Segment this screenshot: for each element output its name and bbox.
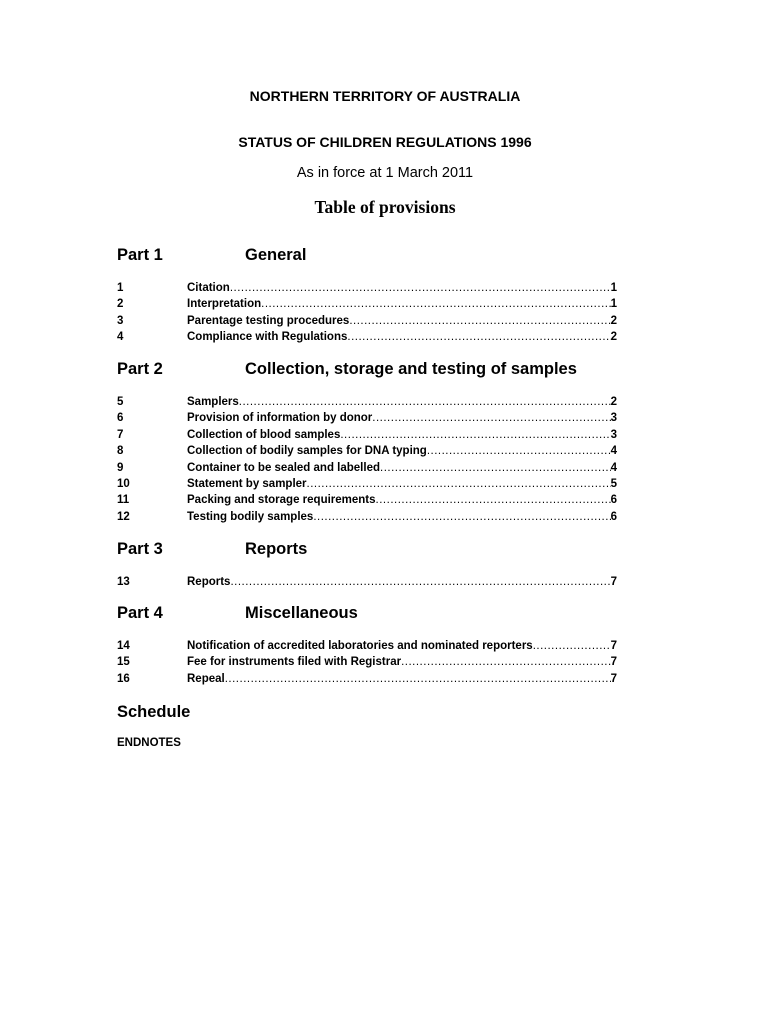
toc-row[interactable] — [117, 410, 617, 426]
toc-row[interactable] — [117, 574, 617, 590]
toc-item-title: Samplers — [187, 396, 239, 408]
toc-item-number: 13 — [117, 576, 130, 588]
toc-page-number: 2 — [610, 331, 617, 344]
toc-item-number: 7 — [117, 428, 124, 441]
toc-row[interactable] — [117, 313, 617, 329]
dot-leader — [261, 296, 610, 312]
toc-entry — [187, 671, 617, 687]
regulation-title: STATUS OF CHILDREN REGULATIONS 1996 — [238, 134, 532, 150]
part-heading-1 — [117, 246, 617, 270]
toc-item-number: 2 — [117, 298, 124, 311]
dot-leader — [225, 671, 611, 687]
dot-leader — [230, 280, 611, 296]
part-number: Part 2 — [117, 360, 163, 378]
toc-entry — [187, 492, 617, 508]
toc-item-title: Citation — [187, 282, 230, 294]
toc-row[interactable] — [117, 427, 617, 443]
part-heading-3 — [117, 540, 617, 564]
in-force-date: As in force at 1 March 2011 — [296, 165, 474, 181]
part-title: Reports — [245, 540, 308, 558]
toc-entry — [187, 443, 617, 459]
toc-page-number: 2 — [610, 396, 617, 408]
part-heading-4 — [117, 604, 617, 628]
dot-leader — [239, 394, 611, 410]
part-2-list — [117, 394, 617, 525]
toc-item-number: 12 — [117, 510, 130, 523]
dot-leader — [313, 509, 610, 525]
part-title: Collection, storage and testing of samples — [245, 360, 577, 378]
toc-item-title: Fee for instruments filed with Registrar — [187, 656, 402, 669]
toc-page-number: 7 — [610, 672, 617, 685]
toc-entry — [187, 280, 617, 296]
dot-leader — [307, 476, 611, 492]
toc-entry — [187, 509, 617, 525]
dot-leader — [347, 329, 610, 345]
toc-page-number: 3 — [610, 412, 617, 425]
toc-item-title: Testing bodily samples — [187, 510, 314, 523]
part-1-list — [117, 280, 617, 346]
part-heading-2 — [117, 360, 617, 384]
toc-row[interactable] — [117, 509, 617, 525]
toc-item-title: Parentage testing procedures — [187, 314, 350, 327]
toc-row[interactable] — [117, 443, 617, 459]
toc-page-number: 4 — [610, 461, 617, 474]
toc-page-number: 5 — [610, 477, 617, 490]
toc-item-title: Compliance with Regulations — [187, 331, 348, 344]
toc-entry — [187, 476, 617, 492]
toc-row[interactable] — [117, 460, 617, 476]
toc-item-number: 10 — [117, 477, 130, 490]
toc-item-title: Repeal — [187, 672, 225, 685]
toc-item-number: 9 — [117, 461, 124, 474]
part-4-list — [117, 638, 617, 687]
part-title: General — [245, 246, 307, 264]
toc-item-number: 4 — [117, 331, 124, 344]
dot-leader — [376, 492, 611, 508]
toc-item-title: Collection of bodily samples for DNA typing — [187, 445, 427, 458]
part-3-list — [117, 574, 617, 590]
dot-leader — [340, 427, 610, 443]
toc-row[interactable] — [117, 296, 617, 312]
toc-entry — [187, 427, 617, 443]
toc-item-title: Container to be sealed and labelled — [187, 461, 380, 474]
toc-item-title: Notification of accredited laboratories and nominated reporters — [187, 640, 533, 652]
toc-entry — [187, 460, 617, 476]
part-title: Miscellaneous — [245, 604, 358, 622]
toc-entry — [187, 313, 617, 329]
dot-leader — [349, 313, 610, 329]
toc-item-number: 3 — [117, 314, 124, 327]
dot-leader — [533, 638, 611, 654]
toc-item-number: 6 — [117, 412, 124, 425]
toc-page-number: 4 — [610, 445, 617, 458]
part-number: Part 4 — [117, 604, 163, 622]
toc-entry — [187, 654, 617, 670]
toc-page-number: 1 — [610, 282, 617, 294]
toc-row[interactable] — [117, 280, 617, 296]
toc-item-title: Statement by sampler — [187, 477, 307, 490]
toc-entry — [187, 296, 617, 312]
toc-item-number: 5 — [117, 396, 124, 408]
toc-entry — [187, 394, 617, 410]
toc-item-title: Packing and storage requirements — [187, 494, 376, 507]
toc-item-title: Collection of blood samples — [187, 428, 341, 441]
schedule-link[interactable]: Schedule — [117, 703, 191, 721]
toc-row[interactable] — [117, 492, 617, 508]
toc-item-title: Interpretation — [187, 298, 262, 311]
toc-page-number: 3 — [610, 428, 617, 441]
toc-row[interactable] — [117, 654, 617, 670]
toc-page-number: 2 — [610, 314, 617, 327]
dot-leader — [427, 443, 611, 459]
toc-entry — [187, 638, 617, 654]
toc-item-number: 11 — [117, 494, 130, 507]
toc-page-number: 7 — [610, 576, 617, 588]
toc-item-number: 16 — [117, 672, 130, 685]
toc-page-number: 1 — [610, 298, 617, 311]
toc-page-number: 6 — [610, 494, 617, 507]
toc-page-number: 7 — [610, 640, 617, 652]
toc-row[interactable] — [117, 671, 617, 687]
toc-item-number: 14 — [117, 640, 130, 652]
toc-row[interactable] — [117, 638, 617, 654]
toc-row[interactable] — [117, 329, 617, 345]
toc-entry — [187, 329, 617, 345]
dot-leader — [372, 410, 610, 426]
toc-row[interactable] — [117, 394, 617, 410]
toc-item-number: 1 — [117, 282, 124, 294]
endnotes-link[interactable]: ENDNOTES — [117, 737, 181, 749]
dot-leader — [401, 654, 611, 670]
toc-title: Table of provisions — [314, 197, 456, 217]
toc-page-number: 6 — [610, 510, 617, 523]
dot-leader — [230, 574, 610, 590]
toc-entry — [187, 574, 617, 590]
toc-item-title: Provision of information by donor — [187, 412, 373, 425]
jurisdiction-heading: NORTHERN TERRITORY OF AUSTRALIA — [249, 88, 521, 104]
toc-item-number: 15 — [117, 656, 130, 669]
dot-leader — [380, 460, 611, 476]
toc-item-number: 8 — [117, 445, 124, 458]
part-number: Part 1 — [117, 246, 163, 264]
toc-item-title: Reports — [187, 576, 231, 588]
toc-row[interactable] — [117, 476, 617, 492]
toc-entry — [187, 410, 617, 426]
toc-page-number: 7 — [610, 656, 617, 669]
part-number: Part 3 — [117, 540, 163, 558]
